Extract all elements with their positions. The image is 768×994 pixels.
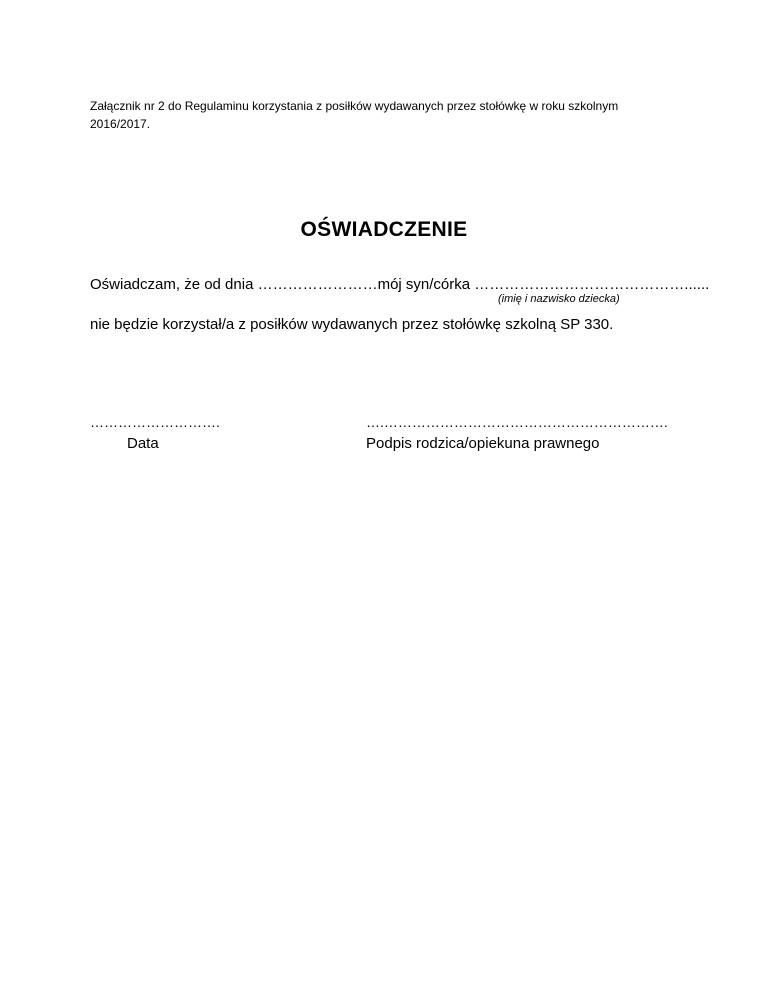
parent-signature-line: ….…………………………………………………….: [366, 414, 668, 430]
date-label: Data: [127, 435, 159, 452]
statement-line-2: nie będzie korzystał/a z posiłków wydawanych przez stołówkę szkolną SP 330.: [90, 316, 614, 333]
statement-line-1: Oświadczam, że od dnia ……………………mój syn/córka ……………………………………......: [90, 276, 710, 293]
attachment-note: Załącznik nr 2 do Regulaminu korzystania z posiłków wydawanych przez stołówkę w roku szkolnym 2016/2017.: [90, 99, 619, 131]
date-signature-line: ……………………….: [90, 414, 220, 430]
parent-signature-label: Podpis rodzica/opiekuna prawnego: [366, 435, 600, 452]
document-title: OŚWIADCZENIE: [300, 218, 468, 241]
child-name-hint: (imię i nazwisko dziecka): [498, 293, 620, 305]
